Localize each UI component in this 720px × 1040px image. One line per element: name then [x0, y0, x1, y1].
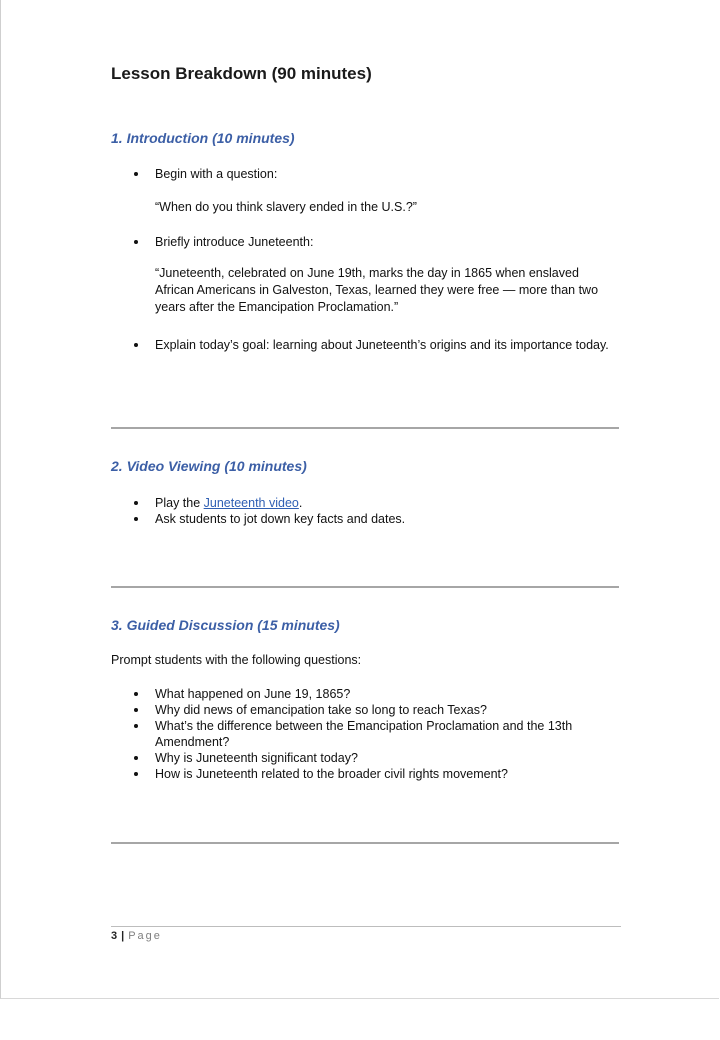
section-heading-video-viewing: 2. Video Viewing (10 minutes) [111, 458, 307, 474]
list-item [111, 750, 611, 766]
bullet-icon [134, 172, 138, 176]
section-divider [111, 586, 619, 588]
list-item-text: Explain today’s goal: learning about Juneteenth’s origins and its importance today. [155, 338, 609, 352]
document-title: Lesson Breakdown (90 minutes) [111, 64, 372, 83]
bullet-icon [134, 692, 138, 696]
page-label: Page [128, 930, 162, 942]
list-item-text: How is Juneteenth related to the broader civil rights movement? [155, 767, 508, 781]
list-item [111, 511, 611, 527]
quote-juneteenth-description: “Juneteenth, celebrated on June 19th, marks the day in 1865 when enslaved African Americans in Galveston, Texas, learned they were free — more than two years after the Emancipation Proclamation.” [155, 266, 599, 314]
section-divider [111, 842, 619, 844]
intro-bullet-list-2 [111, 234, 611, 250]
list-item [111, 337, 611, 353]
section-divider [111, 427, 619, 429]
list-item-text: Why is Juneteenth significant today? [155, 751, 358, 765]
list-item [111, 495, 611, 511]
page-number: 3 [111, 930, 118, 942]
bullet-icon [134, 756, 138, 760]
list-item-text: What happened on June 19, 1865? [155, 687, 351, 701]
list-item-text: . [298, 496, 303, 510]
bullet-icon [134, 772, 138, 776]
list-item-text: Begin with a question: [155, 167, 278, 181]
section-heading-guided-discussion: 3. Guided Discussion (15 minutes) [111, 617, 340, 633]
list-item [111, 766, 611, 782]
list-item [111, 686, 611, 702]
list-item-text: What’s the difference between the Emancipation Proclamation and the 13th Amendment? [155, 719, 573, 749]
list-item-text: Why did news of emancipation take so long to reach Texas? [155, 703, 487, 717]
list-item-text: Briefly introduce Juneteenth: [155, 235, 314, 249]
list-item [111, 166, 611, 182]
bullet-icon [134, 708, 138, 712]
page-footer [111, 930, 162, 942]
bullet-icon [134, 501, 138, 505]
intro-bullet-list-3 [111, 337, 611, 353]
bullet-icon [134, 517, 138, 521]
footer-separator: | [121, 930, 125, 942]
juneteenth-video-link[interactable]: Juneteenth video [203, 496, 299, 510]
bullet-icon [134, 240, 138, 244]
list-item-text: Ask students to jot down key facts and dates. [155, 512, 406, 526]
list-item [111, 234, 611, 250]
list-item [111, 718, 611, 750]
intro-bullet-list [111, 166, 611, 182]
quote-question: “When do you think slavery ended in the U.S.?” [155, 200, 417, 214]
list-item [111, 702, 611, 718]
section-heading-introduction: 1. Introduction (10 minutes) [111, 130, 295, 146]
discussion-question-list [111, 686, 611, 782]
discussion-intro-text: Prompt students with the following questions: [111, 653, 362, 667]
bullet-icon [134, 724, 138, 728]
footer-divider [111, 926, 621, 927]
bullet-icon [134, 343, 138, 347]
list-item-text: Play the [155, 496, 204, 510]
video-bullet-list [111, 495, 611, 527]
